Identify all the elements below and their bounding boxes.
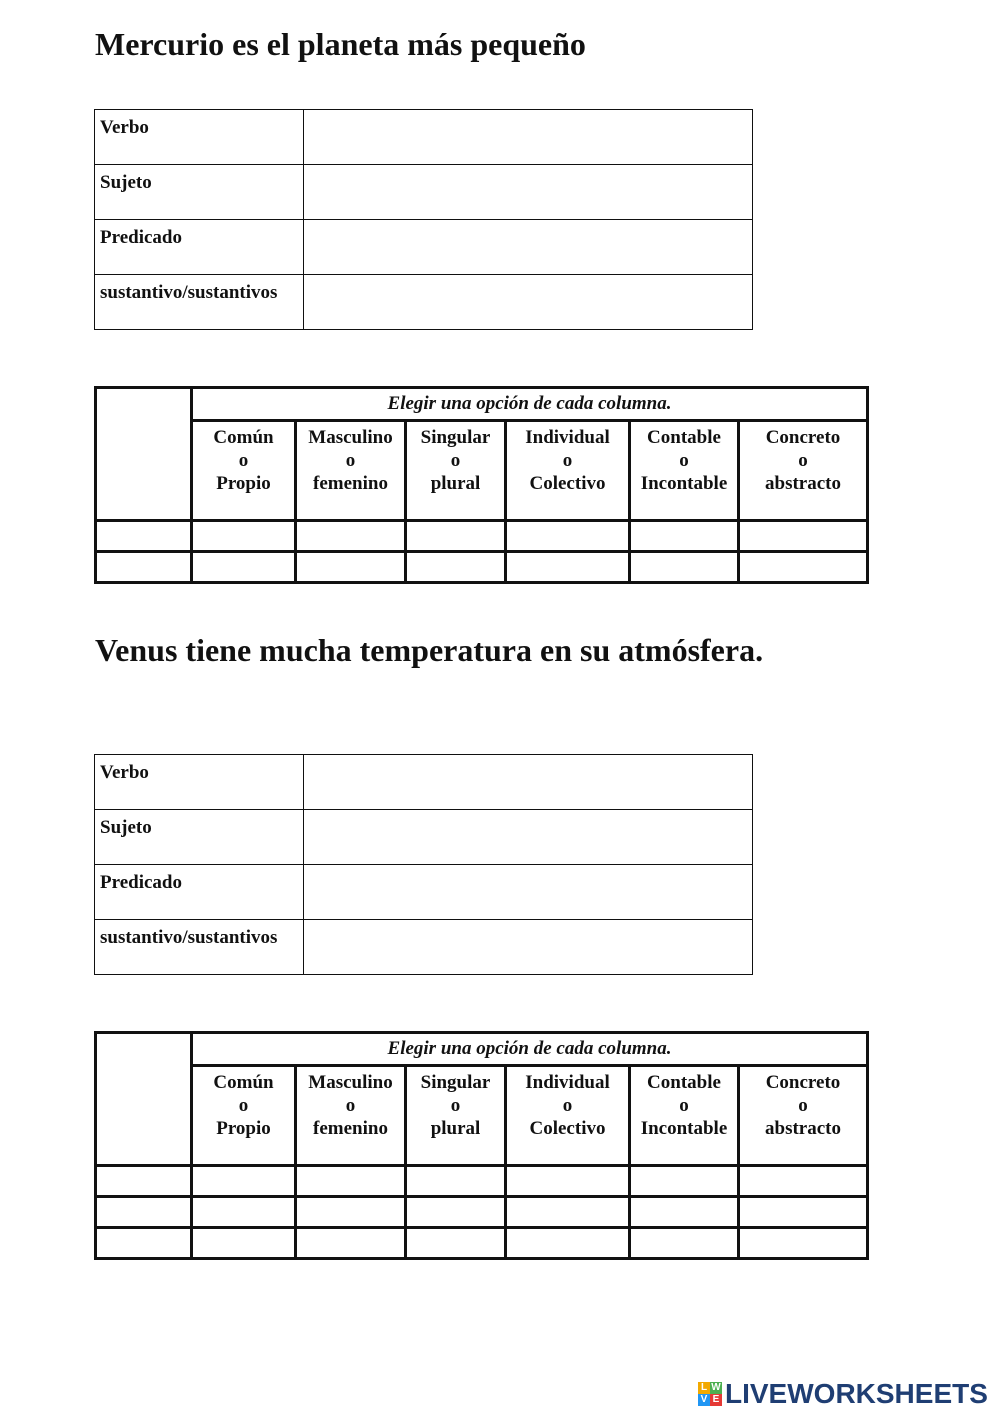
column-header-individual-colectivo: Individual o Colectivo <box>506 421 630 521</box>
noun-classification-table-1 <box>94 386 869 584</box>
row-label: Verbo <box>95 755 304 810</box>
column-header-concreto-abstracto: Concreto o abstracto <box>739 1066 868 1166</box>
icon-letter: L <box>698 1382 710 1394</box>
column-header-contable-incontable: Contable o Incontable <box>630 1066 739 1166</box>
noun-answer-cell[interactable] <box>96 521 192 552</box>
column-header-singular-plural: Singular o plural <box>406 1066 506 1166</box>
noun-answer-cell[interactable] <box>96 1228 192 1259</box>
instruction-text: Elegir una opción de cada columna. <box>192 388 868 421</box>
analysis-table-1 <box>94 109 753 330</box>
column-header-concreto-abstracto: Concreto o abstracto <box>739 421 868 521</box>
concreto-abstracto-answer-cell[interactable] <box>739 1228 868 1259</box>
analysis-row-sujeto <box>95 165 753 220</box>
individual-colectivo-answer-cell[interactable] <box>506 1166 630 1197</box>
singular-plural-answer-cell[interactable] <box>406 521 506 552</box>
row-label: sustantivo/sustantivos <box>95 920 304 975</box>
contable-incontable-answer-cell[interactable] <box>630 1166 739 1197</box>
analysis-row-predicado <box>95 865 753 920</box>
sentence-heading-2: Venus tiene mucha temperatura en su atmósfera. <box>95 632 764 668</box>
masculino-femenino-answer-cell[interactable] <box>296 1228 406 1259</box>
masculino-femenino-answer-cell[interactable] <box>296 1197 406 1228</box>
singular-plural-answer-cell[interactable] <box>406 1228 506 1259</box>
answer-row <box>96 1197 868 1228</box>
sustantivos-answer-field[interactable] <box>304 920 753 975</box>
column-header-row <box>96 1066 868 1166</box>
singular-plural-answer-cell[interactable] <box>406 552 506 583</box>
instruction-text: Elegir una opción de cada columna. <box>192 1033 868 1066</box>
row-label: sustantivo/sustantivos <box>95 275 304 330</box>
row-label: Sujeto <box>95 165 304 220</box>
noun-classification-table-2 <box>94 1031 869 1260</box>
contable-incontable-answer-cell[interactable] <box>630 1197 739 1228</box>
row-label: Verbo <box>95 110 304 165</box>
comun-propio-answer-cell[interactable] <box>192 1228 296 1259</box>
contable-incontable-answer-cell[interactable] <box>630 1228 739 1259</box>
liveworksheets-icon <box>698 1382 722 1406</box>
concreto-abstracto-answer-cell[interactable] <box>739 1166 868 1197</box>
column-header-row <box>96 421 868 521</box>
singular-plural-answer-cell[interactable] <box>406 1197 506 1228</box>
column-header-masculino-femenino: Masculino o femenino <box>296 1066 406 1166</box>
sentence-heading-1: Mercurio es el planeta más pequeño <box>95 26 586 62</box>
predicado-answer-field[interactable] <box>304 220 753 275</box>
column-header-comun-propio: Común o Propio <box>192 421 296 521</box>
masculino-femenino-answer-cell[interactable] <box>296 1166 406 1197</box>
comun-propio-answer-cell[interactable] <box>192 1166 296 1197</box>
contable-incontable-answer-cell[interactable] <box>630 552 739 583</box>
blank-corner-cell <box>96 1033 192 1166</box>
row-label: Predicado <box>95 865 304 920</box>
icon-letter: W <box>711 1382 721 1393</box>
individual-colectivo-answer-cell[interactable] <box>506 552 630 583</box>
individual-colectivo-answer-cell[interactable] <box>506 1228 630 1259</box>
logo-text: LIVEWORKSHEETS <box>725 1378 988 1409</box>
comun-propio-answer-cell[interactable] <box>192 521 296 552</box>
answer-row <box>96 1166 868 1197</box>
answer-row <box>96 552 868 583</box>
row-label: Sujeto <box>95 810 304 865</box>
analysis-table-2 <box>94 754 753 975</box>
comun-propio-answer-cell[interactable] <box>192 1197 296 1228</box>
row-label: Predicado <box>95 220 304 275</box>
analysis-row-sustantivos <box>95 275 753 330</box>
instruction-row <box>96 388 868 421</box>
column-header-singular-plural: Singular o plural <box>406 421 506 521</box>
predicado-answer-field[interactable] <box>304 865 753 920</box>
sujeto-answer-field[interactable] <box>304 165 753 220</box>
noun-answer-cell[interactable] <box>96 1197 192 1228</box>
column-header-masculino-femenino: Masculino o femenino <box>296 421 406 521</box>
masculino-femenino-answer-cell[interactable] <box>296 521 406 552</box>
analysis-row-sustantivos <box>95 920 753 975</box>
column-header-individual-colectivo: Individual o Colectivo <box>506 1066 630 1166</box>
contable-incontable-answer-cell[interactable] <box>630 521 739 552</box>
icon-letter: V <box>698 1394 710 1406</box>
liveworksheets-logo <box>698 1378 988 1410</box>
blank-corner-cell <box>96 388 192 521</box>
instruction-row <box>96 1033 868 1066</box>
comun-propio-answer-cell[interactable] <box>192 552 296 583</box>
analysis-row-sujeto <box>95 810 753 865</box>
answer-row <box>96 521 868 552</box>
answer-row <box>96 1228 868 1259</box>
noun-answer-cell[interactable] <box>96 552 192 583</box>
analysis-row-predicado <box>95 220 753 275</box>
masculino-femenino-answer-cell[interactable] <box>296 552 406 583</box>
noun-answer-cell[interactable] <box>96 1166 192 1197</box>
sujeto-answer-field[interactable] <box>304 810 753 865</box>
column-header-contable-incontable: Contable o Incontable <box>630 421 739 521</box>
sustantivos-answer-field[interactable] <box>304 275 753 330</box>
individual-colectivo-answer-cell[interactable] <box>506 1197 630 1228</box>
concreto-abstracto-answer-cell[interactable] <box>739 552 868 583</box>
analysis-row-verbo <box>95 110 753 165</box>
verbo-answer-field[interactable] <box>304 110 753 165</box>
column-header-comun-propio: Común o Propio <box>192 1066 296 1166</box>
individual-colectivo-answer-cell[interactable] <box>506 521 630 552</box>
concreto-abstracto-answer-cell[interactable] <box>739 1197 868 1228</box>
singular-plural-answer-cell[interactable] <box>406 1166 506 1197</box>
analysis-row-verbo <box>95 755 753 810</box>
concreto-abstracto-answer-cell[interactable] <box>739 521 868 552</box>
verbo-answer-field[interactable] <box>304 755 753 810</box>
icon-letter: E <box>710 1394 722 1406</box>
